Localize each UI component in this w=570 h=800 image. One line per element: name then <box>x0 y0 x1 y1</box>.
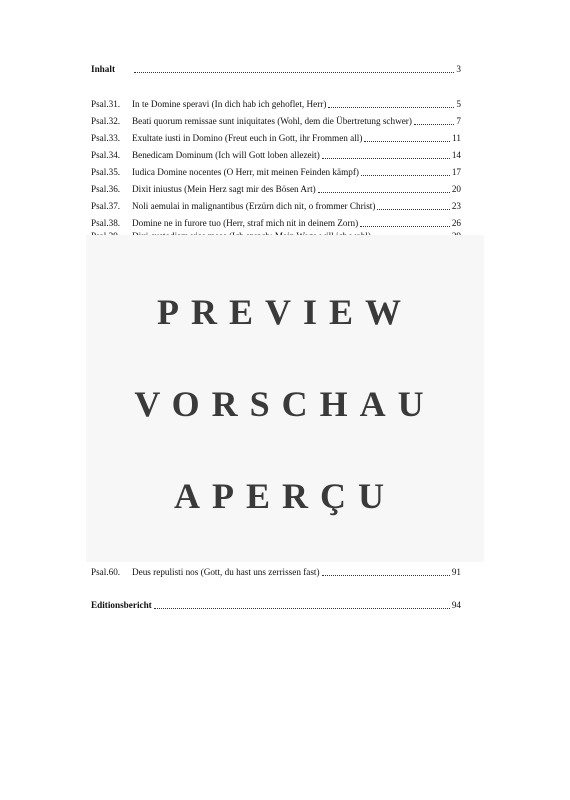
toc-psalm-number: Psal.33. <box>91 133 121 143</box>
toc-entry-psal37[interactable] <box>91 199 461 213</box>
toc-editionsbericht-label: Editionsbericht <box>91 600 152 610</box>
toc-leader-dots <box>364 140 450 142</box>
toc-page-number: 11 <box>452 133 461 143</box>
toc-psalm-title: Benedicam Dominum (Ich will Gott loben allezeit) <box>132 150 320 160</box>
toc-psalm-title: Deus repulisti nos (Gott, du hast uns zerrissen fast) <box>132 567 320 577</box>
toc-page-number: 20 <box>451 184 461 194</box>
toc-page-number: 14 <box>451 150 461 160</box>
toc-inhalt[interactable] <box>91 62 461 76</box>
watermark-vorschau-text: VORSCHAU <box>134 384 436 424</box>
toc-psalm-title: Dixit iniustus (Mein Herz sagt mir des Bösen Art) <box>132 184 316 194</box>
toc-page-number: 17 <box>451 167 461 177</box>
toc-leader-dots <box>414 123 454 125</box>
toc-psalm-title: In te Domine speravi (In dich hab ich gehoflet, Herr) <box>132 99 327 109</box>
toc-entry-psal32[interactable] <box>91 114 461 128</box>
toc-entry-psal38[interactable] <box>91 216 461 230</box>
toc-psalm-number: Psal.37. <box>91 201 121 211</box>
toc-page-number: 91 <box>451 567 461 577</box>
toc-entry-psal60[interactable] <box>91 565 461 579</box>
toc-page-number: 23 <box>451 201 461 211</box>
toc-psalm-number: Psal.35. <box>91 167 121 177</box>
toc-page-number: 3 <box>456 64 461 74</box>
toc-psalm-title: Exultate iusti in Domino (Freut euch in Gott, ihr Frommen all) <box>132 133 363 143</box>
toc-entry-psal33[interactable] <box>91 131 461 145</box>
toc-leader-dots <box>361 174 450 176</box>
toc-page-number: 7 <box>456 116 461 126</box>
toc-leader-dots <box>318 191 450 193</box>
toc-leader-dots <box>328 106 454 108</box>
toc-psalm-number: Psal.34. <box>91 150 121 160</box>
toc-psalm-number: Psal.36. <box>91 184 121 194</box>
toc-leader-dots <box>154 607 450 609</box>
watermark-apercu-text: APERÇU <box>174 476 396 516</box>
toc-entry-psal31[interactable] <box>91 97 461 111</box>
toc-entry-psal36[interactable] <box>91 182 461 196</box>
toc-psalm-number: Psal.38. <box>91 218 121 228</box>
toc-psalm-number: Psal.31. <box>91 99 121 109</box>
toc-psalm-number: Psal.60. <box>91 567 121 577</box>
toc-psalm-title: Noli aemulai in malignantibus (Erzürn dich nit, o frommer Christ) <box>132 201 376 211</box>
toc-page-number: 5 <box>456 99 461 109</box>
toc-page-number: 26 <box>451 218 461 228</box>
toc-entry-psal34[interactable] <box>91 148 461 162</box>
toc-inhalt-label: Inhalt <box>91 64 116 74</box>
toc-leader-dots <box>322 157 450 159</box>
toc-editionsbericht[interactable] <box>91 598 461 612</box>
toc-page-number: 94 <box>451 600 461 610</box>
toc-psalm-title: Domine ne in furore tuo (Herr, straf mich nit in deinem Zorn) <box>132 218 359 228</box>
toc-leader-dots <box>322 574 450 576</box>
toc-leader-dots <box>134 71 454 73</box>
toc-leader-dots <box>360 225 450 227</box>
toc-psalm-title: Iudica Domine nocentes (O Herr, mit meinen Feinden kämpf) <box>132 167 359 177</box>
watermark-preview-text: PREVIEW <box>156 292 414 332</box>
toc-psalm-number: Psal.32. <box>91 116 121 126</box>
toc-entry-psal35[interactable] <box>91 165 461 179</box>
preview-watermark-overlay <box>86 235 484 562</box>
toc-leader-dots <box>377 208 449 210</box>
toc-psalm-title: Beati quorum remissae sunt iniquitates (Wohl, dem die Übertretung schwer) <box>132 116 412 126</box>
